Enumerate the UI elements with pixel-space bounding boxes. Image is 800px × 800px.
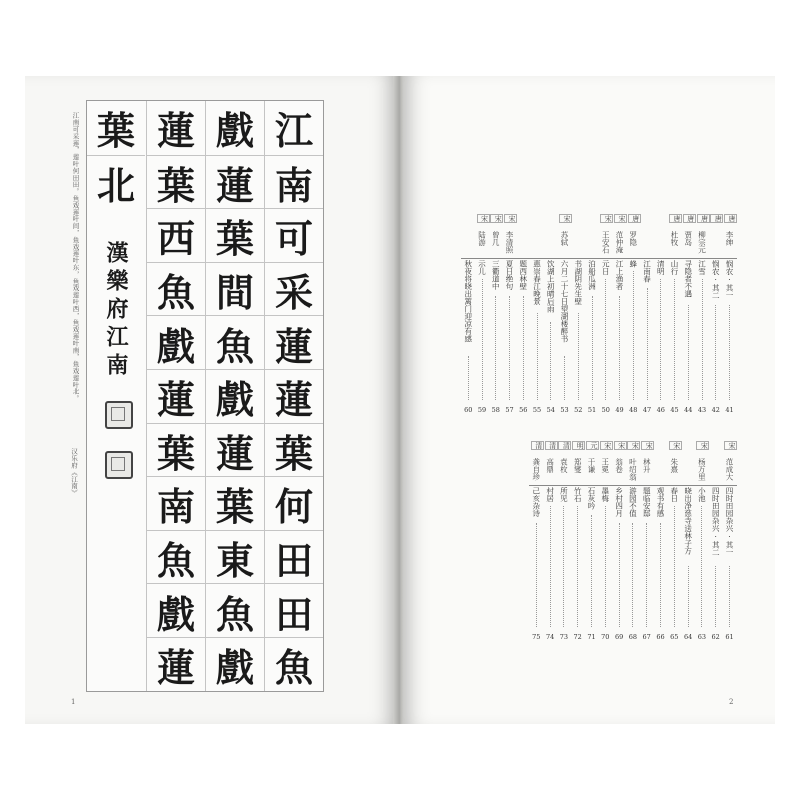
toc-entry[interactable] [683, 441, 694, 641]
toc-leader-dots [550, 506, 552, 627]
toc-dynasty: 唐 [724, 214, 737, 223]
toc-leader-dots [591, 515, 593, 628]
toc-title: 寻隐者不遇 [683, 260, 693, 298]
toc-dynasty: 明 [572, 441, 585, 450]
toc-author: 龚自珍 [531, 458, 541, 481]
toc-leader-dots [688, 305, 690, 401]
toc-leader-dots [674, 279, 676, 400]
toc-dynasty: 唐 [697, 214, 710, 223]
seal-stamp [105, 451, 133, 479]
calligraphy-title: 漢樂府江南 [103, 241, 129, 381]
toc-title: 饮湖上初晴后雨 [546, 260, 556, 313]
toc-entry[interactable] [614, 441, 626, 641]
toc-page-number: 43 [697, 406, 707, 414]
calligraphy-char: 魚 [265, 637, 323, 692]
toc-author: 王冕 [600, 458, 610, 473]
toc-page-number: 46 [656, 406, 665, 414]
toc-leader-dots [592, 296, 594, 400]
toc-page-number: 60 [464, 406, 473, 414]
calligraphy-char: 蓮 [156, 108, 195, 154]
toc-title: 墨梅 [600, 487, 610, 502]
toc-entry[interactable] [655, 214, 666, 414]
toc-dynasty: 唐 [683, 214, 696, 223]
toc-page-number: 48 [629, 406, 638, 414]
toc-entry[interactable] [545, 441, 557, 641]
toc-author: 范成大 [725, 458, 734, 481]
toc-author: 李清照 [505, 231, 514, 254]
toc-title: 小池 [697, 487, 707, 502]
toc-title: 所见 [559, 487, 569, 502]
toc-author: 范仲淹 [615, 231, 624, 254]
calligraphy-char: 蓮 [147, 637, 205, 692]
toc-page-number: 47 [642, 406, 652, 414]
toc-entry[interactable] [697, 214, 709, 414]
left-page [25, 76, 397, 724]
toc-title: 晓出净慈寺送林子方 [683, 487, 693, 555]
toc-entry[interactable] [724, 441, 736, 641]
toc-title: 乡村四月 [614, 487, 624, 517]
toc-dynasty: 清 [545, 441, 558, 450]
toc-dynasty: 清 [531, 441, 544, 450]
toc-author: 杨万里 [697, 458, 707, 481]
toc-page-number: 58 [491, 406, 500, 414]
toc-title: 观书有感 [656, 487, 665, 517]
toc-entry[interactable] [545, 214, 556, 414]
toc-title: 四时田园杂兴·其二 [711, 487, 721, 556]
toc-page-number: 70 [601, 633, 610, 641]
toc-title: 春日 [669, 487, 679, 502]
toc-title: 己亥杂诗 [531, 487, 541, 517]
toc-title: 元日 [601, 260, 611, 275]
toc-divider-line [461, 258, 737, 259]
calligraphy-char: 戲 [147, 315, 205, 370]
toc-author: 翁卷 [614, 458, 624, 473]
toc-dynasty: 宋 [600, 214, 613, 223]
calligraphy-char: 蓮 [147, 369, 205, 424]
toc-author: 朱熹 [669, 458, 679, 473]
toc-leader-dots [633, 271, 635, 401]
toc-author: 柳宗元 [697, 231, 707, 254]
toc-entry[interactable] [724, 214, 736, 414]
toc-dynasty: 宋 [600, 441, 613, 450]
toc-page-number: 72 [573, 633, 582, 641]
page-number-left: 1 [71, 698, 76, 706]
toc-entry[interactable] [655, 441, 666, 641]
toc-leader-dots [646, 523, 648, 627]
toc-entry[interactable] [559, 214, 571, 414]
toc-page-number: 65 [670, 633, 679, 641]
toc-author: 曾几 [491, 231, 501, 246]
toc-leader-dots [577, 506, 579, 627]
toc-dynasty: 清 [558, 441, 571, 450]
toc-leader-dots [564, 356, 566, 401]
toc-title: 竹石 [573, 487, 583, 502]
toc-page-number: 68 [628, 633, 638, 641]
calligraphy-char: 戲 [206, 637, 264, 692]
toc-leader-dots [536, 523, 538, 627]
toc-page-number: 55 [532, 406, 542, 414]
toc-leader-dots [578, 313, 580, 400]
toc-page-number: 74 [545, 633, 555, 641]
toc-author: 叶绍翁 [628, 458, 638, 481]
toc-leader-dots [509, 296, 511, 400]
toc-leader-dots [523, 296, 525, 400]
toc-dynasty: 宋 [696, 441, 709, 450]
toc-dynasty: 元 [586, 441, 599, 450]
toc-entry[interactable] [518, 214, 529, 414]
toc-author: 苏轼 [560, 231, 569, 246]
toc-entry[interactable] [614, 214, 626, 414]
toc-page-number: 42 [711, 406, 720, 414]
calligraphy-char: 戲 [215, 108, 254, 154]
toc-title: 书湖阴先生壁 [573, 260, 583, 305]
toc-page-number: 57 [505, 406, 514, 414]
toc-entry[interactable] [532, 214, 543, 414]
calligraphy-char: 戲 [147, 583, 205, 638]
toc-leader-dots [729, 305, 731, 401]
toc-entry[interactable] [490, 214, 503, 414]
toc-author: 林升 [642, 458, 652, 473]
toc-title: 江雪 [697, 260, 707, 275]
calligraphy-char: 蓮 [265, 315, 323, 370]
toc-title: 悯农·其二 [711, 260, 721, 299]
toc-dynasty: 宋 [490, 214, 503, 223]
translation-text: 江南可采莲，莲叶何田田。鱼戏莲叶间，鱼戏莲叶东，鱼戏莲叶西，鱼戏莲叶南，鱼戏莲叶北。 [71, 112, 80, 402]
page-number-right: 2 [729, 698, 734, 706]
calligraphy-char: 西 [147, 208, 205, 263]
toc-leader-dots [468, 356, 470, 401]
calligraphy-char: 何 [265, 476, 323, 531]
toc-title: 江南春 [642, 260, 652, 283]
toc-author: 贾岛 [683, 231, 693, 246]
right-page [403, 76, 775, 724]
toc-dynasty: 宋 [477, 214, 490, 223]
toc-leader-dots [660, 279, 662, 400]
toc-dynasty: 宋 [627, 441, 640, 450]
toc-page-number: 50 [601, 406, 610, 414]
toc-title: 清明 [656, 260, 666, 275]
toc-page-number: 49 [615, 406, 624, 414]
toc-author: 袁枚 [559, 458, 569, 473]
toc-dynasty: 宋 [504, 214, 517, 223]
toc-leader-dots [482, 279, 484, 400]
toc-leader-dots [632, 523, 634, 627]
toc-title: 夏日绝句 [505, 260, 514, 290]
grid-column [146, 101, 205, 691]
toc-dynasty: 宋 [641, 441, 654, 450]
toc-leader-dots [715, 566, 717, 628]
toc-page-number: 71 [587, 633, 596, 641]
toc-author: 高鼎 [545, 458, 555, 473]
toc-page-number: 67 [642, 633, 651, 641]
open-book [25, 76, 775, 724]
grid-column [205, 101, 264, 691]
toc-entry[interactable] [558, 441, 571, 641]
toc-title: 江上渔者 [615, 260, 624, 290]
toc-entry[interactable] [586, 441, 598, 641]
toc-title: 村居 [545, 487, 555, 502]
toc-entry[interactable] [642, 214, 653, 414]
toc-page-number: 54 [546, 406, 555, 414]
toc-title: 秋夜将晓出篱门迎凉有感 [463, 260, 473, 343]
toc-page-number: 61 [725, 633, 734, 641]
toc-leader-dots [605, 506, 607, 627]
grid-column [87, 101, 145, 691]
toc-page-number: 59 [477, 406, 487, 414]
calligraphy-char: 南 [147, 476, 205, 531]
toc-page-number: 41 [725, 406, 734, 414]
calligraphy-char: 田 [265, 530, 323, 585]
toc-title: 题临安邸 [642, 487, 652, 517]
toc-title: 蜂 [628, 260, 638, 268]
toc-title: 游园不值 [628, 487, 638, 517]
toc-title: 山行 [670, 260, 679, 275]
calligraphy-char: 魚 [206, 315, 264, 370]
calligraphy-grid [86, 100, 324, 692]
toc-title: 六月二十七日望湖楼醉书 [560, 260, 569, 343]
toc-leader-dots [619, 296, 621, 400]
calligraphy-char: 魚 [147, 262, 205, 317]
toc-entry[interactable] [669, 441, 681, 641]
toc-leader-dots [647, 288, 649, 401]
toc-leader-dots [729, 566, 731, 628]
toc-page-number: 52 [574, 406, 583, 414]
toc-dynasty: 宋 [724, 441, 737, 450]
toc-entry[interactable] [600, 214, 613, 414]
toc-entry[interactable] [710, 441, 721, 641]
calligraphy-char: 蓮 [206, 155, 264, 210]
toc-entry[interactable] [573, 214, 584, 414]
toc-author: 杜牧 [670, 231, 679, 246]
calligraphy-char: 南 [265, 155, 323, 210]
calligraphy-char: 江 [274, 108, 313, 154]
toc-page-number: 53 [560, 406, 569, 414]
toc-author: 于谦 [587, 458, 596, 473]
calligraphy-char: 魚 [206, 583, 264, 638]
toc-entry[interactable] [669, 214, 681, 414]
toc-leader-dots [550, 322, 552, 401]
toc-page-number: 45 [670, 406, 679, 414]
toc-author: 李绅 [725, 231, 734, 246]
calligraphy-char: 東 [206, 530, 264, 585]
toc-title: 题西林壁 [518, 260, 528, 290]
toc-page-number: 75 [532, 633, 541, 641]
calligraphy-char: 可 [265, 208, 323, 263]
toc-entry[interactable] [531, 441, 543, 641]
toc-page-number: 44 [684, 406, 693, 414]
toc-title: 三衢道中 [491, 260, 501, 290]
toc-leader-dots [701, 506, 703, 627]
toc-leader-dots [563, 506, 565, 627]
calligraphy-char: 北 [87, 155, 145, 210]
toc-entry[interactable] [696, 441, 709, 641]
toc-title: 示儿 [477, 260, 487, 275]
toc-dynasty: 唐 [669, 214, 682, 223]
calligraphy-char: 間 [206, 262, 264, 317]
toc-leader-dots [619, 523, 621, 627]
toc-entry[interactable] [641, 441, 654, 641]
toc-divider-line [529, 485, 737, 486]
toc-author: 罗隐 [628, 231, 638, 246]
toc-leader-dots [537, 313, 539, 400]
toc-entry[interactable] [587, 214, 598, 414]
toc-page-number: 73 [559, 633, 569, 641]
toc-entry[interactable] [463, 214, 474, 414]
toc-dynasty: 宋 [614, 441, 627, 450]
toc-entry[interactable] [627, 441, 640, 641]
toc-title: 石灰吟 [587, 487, 596, 510]
calligraphy-char: 葉 [206, 476, 264, 531]
toc-page-number: 51 [587, 406, 597, 414]
toc-title: 悯农·其一 [725, 260, 734, 299]
toc-dynasty: 宋 [669, 441, 682, 450]
toc-title: 四时田园杂兴·其一 [725, 487, 734, 556]
calligraphy-char: 蓮 [265, 369, 323, 424]
toc-dynasty: 唐 [710, 214, 723, 223]
toc-leader-dots [660, 523, 662, 627]
calligraphy-char: 蓮 [206, 423, 264, 478]
toc-page-number: 63 [697, 633, 707, 641]
toc-entry[interactable] [600, 441, 612, 641]
toc-author: 陆游 [477, 231, 487, 246]
toc-leader-dots [715, 305, 717, 401]
toc-entry[interactable] [572, 441, 585, 641]
toc-title: 惠崇春江晚景 [532, 260, 542, 305]
toc-dynasty: 宋 [559, 214, 572, 223]
toc-leader-dots [674, 506, 676, 627]
toc-entry[interactable] [477, 214, 489, 414]
calligraphy-char: 戲 [206, 369, 264, 424]
calligraphy-char: 葉 [147, 155, 205, 210]
toc-entry[interactable] [504, 214, 516, 414]
toc-leader-dots [495, 296, 497, 400]
calligraphy-char: 魚 [147, 530, 205, 585]
toc-page-number: 56 [519, 406, 528, 414]
toc-leader-dots [702, 279, 704, 400]
calligraphy-char: 采 [265, 262, 323, 317]
toc-page-number: 64 [683, 633, 693, 641]
toc-page-number: 66 [656, 633, 665, 641]
calligraphy-char: 田 [265, 583, 323, 638]
calligraphy-char: 葉 [147, 423, 205, 478]
calligraphy-char: 葉 [206, 208, 264, 263]
toc-author: 郑燮 [573, 458, 583, 473]
toc-entry[interactable] [628, 214, 640, 414]
toc-author: 王安石 [601, 231, 611, 254]
toc-leader-dots [605, 279, 607, 400]
calligraphy-char: 葉 [96, 108, 135, 154]
toc-leader-dots [688, 566, 690, 628]
toc-entry[interactable] [683, 214, 695, 414]
toc-dynasty: 唐 [628, 214, 641, 223]
toc-dynasty: 宋 [614, 214, 627, 223]
seal-stamp [105, 401, 133, 429]
toc-page-number: 69 [614, 633, 624, 641]
grid-column [264, 101, 323, 691]
toc-page-number: 62 [711, 633, 720, 641]
source-note: 汉乐府《江南》 [70, 448, 78, 497]
toc-title: 泊船瓜洲 [587, 260, 597, 290]
calligraphy-char: 葉 [265, 423, 323, 478]
toc-entry[interactable] [710, 214, 723, 414]
